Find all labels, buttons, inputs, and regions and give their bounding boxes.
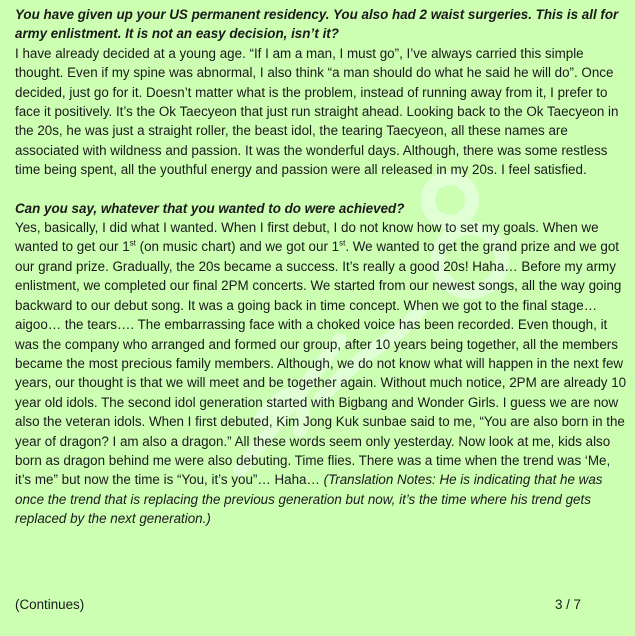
answer-2-part-2: (on music chart) and we got our 1: [135, 239, 340, 255]
answer-2: [15, 218, 627, 529]
continues-label: (Continues): [15, 597, 85, 612]
page-number: 3 / 7: [554, 597, 581, 612]
article-body: [15, 5, 627, 529]
answer-2-part-3: . We wanted to get the grand prize and we got our grand prize. Gradually, the 20s became a success. It’s really a good 20s! Haha… Before my army enlistment, we completed our final 2PM concerts. We started from our newest songs, all the way going backward to our debut song. It was a going back in time concept. When we got to the final stage… aigoo… the tears…. The embarrassing face with a choked voice has been recorded. Even though, it was the company who arranged and formed our group, after 10 years being together, all the members became the most precious family members. Although, we do not know what will happen in the next few years, our thought is that we will meet and be together again. Without much notice, 2PM are already 10 year old idols. The second idol generation started with Bigbang and Wonder Girls. I guess we are now also the veteran idols. When I first debuted, Kim Jong Kuk sunbae said to me, “You are also born in the year of dragon? I am also a dragon.” All these words seem only yesterday. Now look at me, kids also born as dragon behind me were also debuting. Time flies. There was a time when the trend was ‘Me, it’s me” but now the time is “You, it’s you”… Haha…: [15, 239, 627, 488]
superscript-2: st: [339, 239, 346, 248]
question-1: You have given up your US permanent residency. You also had 2 waist surgeries. This is all for army enlistment. It is not an easy decision, isn’t it?: [15, 7, 619, 42]
answer-1: I have already decided at a young age. “If I am a man, I must go”, I’ve always carried this simple thought. Even if my spine was abnormal, I also think “a man should do what he said he will do”. Once decided, just go for it. Doesn’t matter what is the problem, instead of running away from it, I prefer to face it positively. It’s the Ok Taecyeon that just run straight ahead. Looking back to the Ok Taecyeon in the 20s, he was just a straight roller, the beast idol, the tearing Taecyeon, all these names are associated with wildness and passion. It was the wonderful days. Although, there was some restless time being spent, all the youthful energy and passion were all released in my 20s. I feel satisfied.: [15, 45, 619, 178]
superscript-1: st: [129, 239, 136, 248]
page-footer: [15, 597, 581, 612]
question-2: Can you say, whatever that you wanted to do were achieved?: [15, 200, 405, 216]
translation-note: (Translation Notes: He is indicating that he was once the trend that is replacing the previous generation but now, it’s the time where his trend gets replaced by the next generation.): [15, 472, 603, 527]
answer-2-part-1: Yes, basically, I did what I wanted. When I first debut, I do not know how to set my goals. When we wanted to get our 1: [15, 220, 599, 255]
